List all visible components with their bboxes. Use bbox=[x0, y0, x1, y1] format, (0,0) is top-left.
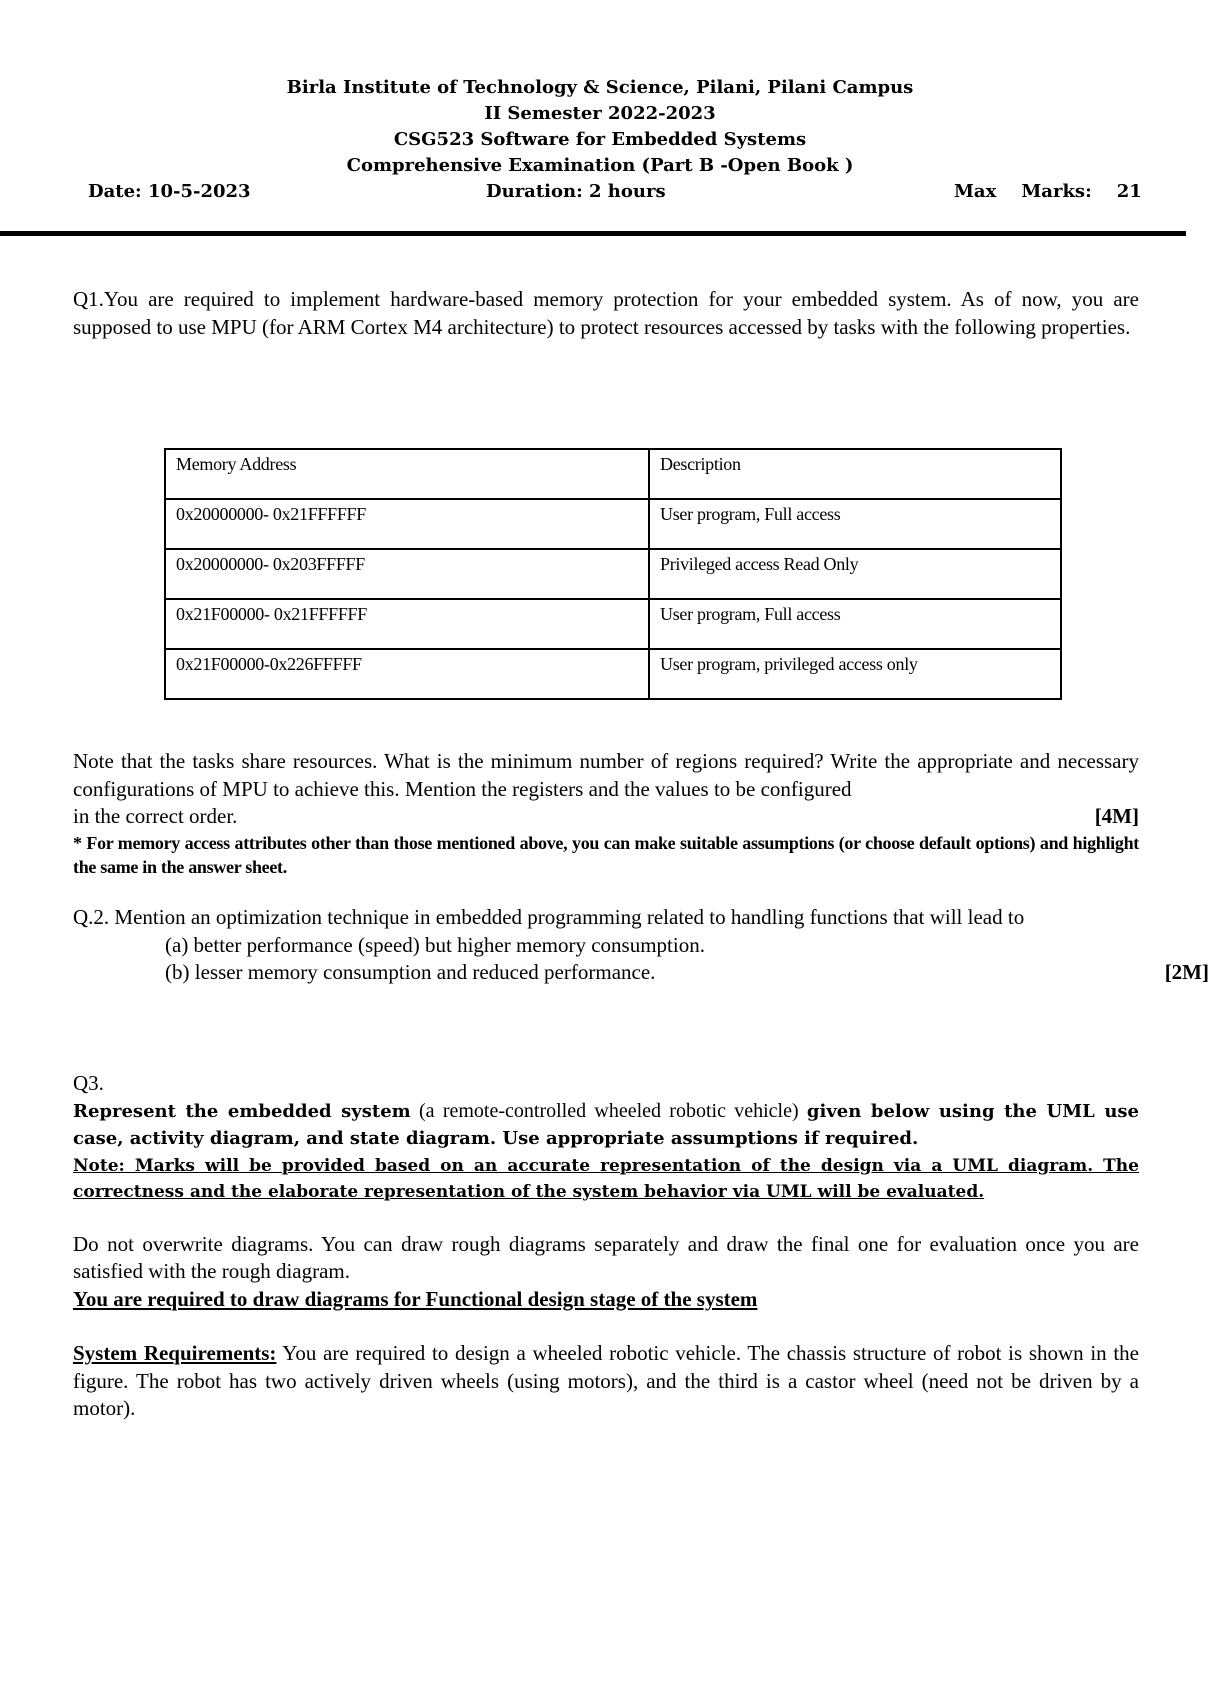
q1-question: Q1.You are required to implement hardware-based memory protection for your embedded system. As of now, you are supposed to use MPU (for ARM Cortex M4 architecture) to protect resources accessed by tasks with the following properties. bbox=[73, 287, 1139, 339]
description-cell: Privileged access Read Only bbox=[649, 549, 1061, 599]
course-title: CSG523 Software for Embedded Systems bbox=[393, 129, 807, 150]
exam-duration: Duration: 2 hours bbox=[486, 181, 666, 202]
memory-address-cell: 0x20000000- 0x21FFFFFF bbox=[165, 499, 649, 549]
memory-address-cell: 0x21F00000- 0x21FFFFFF bbox=[165, 599, 649, 649]
memory-address-cell: 0x20000000- 0x203FFFFF bbox=[165, 549, 649, 599]
table-header-cell: Memory Address bbox=[165, 449, 649, 499]
q2-option-b-line bbox=[73, 959, 1209, 987]
table-row bbox=[165, 599, 1061, 649]
q1-note: Note that the tasks share resources. What is the minimum number of regions required? Write the appropriate and necessary configurations of MPU to achieve this. Mention the registers and the values to be configured bbox=[73, 749, 1139, 801]
header-divider bbox=[0, 231, 1186, 236]
institute-name: Birla Institute of Technology & Science, Pilani, Pilani Campus bbox=[286, 77, 914, 98]
q2-question: Q.2. Mention an optimization technique in embedded programming related to handling functions that will lead to bbox=[73, 905, 1025, 929]
q2-block bbox=[73, 904, 1209, 987]
q3-label: Q3. bbox=[73, 1071, 104, 1095]
q3-overwrite: Do not overwrite diagrams. You can draw rough diagrams separately and draw the final one for evaluation once you are satisfied with the rough diagram. bbox=[73, 1231, 1139, 1283]
q1-footnote: * For memory access attributes other than those mentioned above, you can make suitable assumptions (or choose default options) and highlight the same in the answer sheet. bbox=[73, 832, 1139, 877]
description-cell: User program, Full access bbox=[649, 599, 1061, 649]
q3-rep-1: Represent the embedded system bbox=[73, 1100, 411, 1122]
table-row bbox=[165, 649, 1061, 699]
q3-requirements bbox=[73, 1340, 1139, 1423]
table-header-row bbox=[165, 449, 1061, 499]
q3-rep-3: given below using the UML use case, activity diagram, and state diagram. Use appropriate assumptions if required. bbox=[73, 1100, 1140, 1149]
semester: II Semester 2022-2023 bbox=[484, 103, 716, 124]
q2-option-b: (b) lesser memory consumption and reduced performance. bbox=[165, 960, 656, 984]
max-marks: Max Marks: 21 bbox=[954, 181, 1142, 202]
description-cell: User program, privileged access only bbox=[649, 649, 1061, 699]
q3-block bbox=[73, 1070, 1139, 1423]
q3-req-label: System Requirements: bbox=[73, 1341, 277, 1365]
exam-date: Date: 10-5-2023 bbox=[88, 181, 251, 202]
table-row bbox=[165, 549, 1061, 599]
q3-functional: You are required to draw diagrams for Functional design stage of the system bbox=[73, 1286, 758, 1311]
table-header-cell: Description bbox=[649, 449, 1061, 499]
q1-note-last-line bbox=[73, 803, 1139, 831]
q2-marks: [2M] bbox=[1164, 960, 1209, 984]
q1-note-last: in the correct order. bbox=[73, 804, 238, 828]
q3-represent bbox=[73, 1098, 1139, 1153]
table-row bbox=[165, 499, 1061, 549]
q3-note: Note: Marks will be provided based on an accurate representation of the design via a UML diagram. The correctness and the elaborate representation of the system behavior via UML will be evaluated. bbox=[73, 1155, 1139, 1202]
q2-option-a: (a) better performance (speed) but higher memory consumption. bbox=[165, 932, 705, 957]
q1-marks: [4M] bbox=[1094, 804, 1139, 828]
q1-note-block bbox=[73, 748, 1139, 879]
q3-req-text: You are required to design a wheeled robotic vehicle. The chassis structure of robot is shown in the figure. The robot has two actively driven wheels (using motors), and the third is a castor wheel (need not be driven by a motor). bbox=[73, 1341, 1139, 1420]
memory-address-cell: 0x21F00000-0x226FFFFF bbox=[165, 649, 649, 699]
q3-rep-2: (a remote-controlled wheeled robotic vehicle) bbox=[410, 1099, 807, 1122]
q2-option-a-line bbox=[73, 932, 1139, 960]
exam-title: Comprehensive Examination (Part B -Open Book ) bbox=[346, 155, 854, 176]
q1-text bbox=[73, 286, 1139, 341]
description-cell: User program, Full access bbox=[649, 499, 1061, 549]
memory-table bbox=[164, 448, 1062, 700]
